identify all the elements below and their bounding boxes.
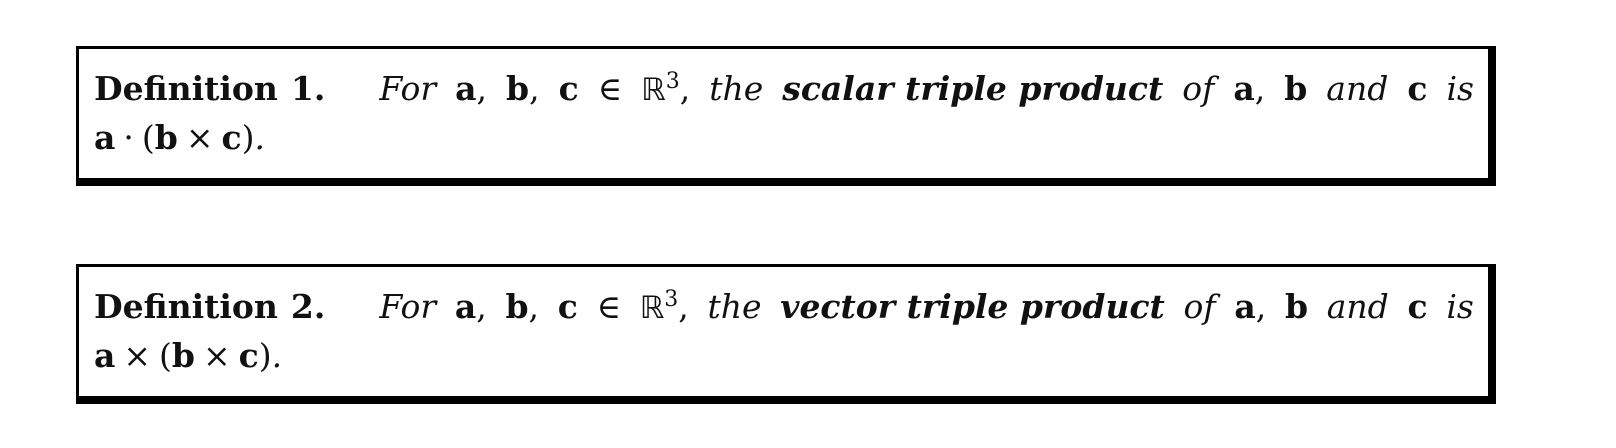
open-paren: ( xyxy=(141,118,155,157)
heading-label: Definition xyxy=(94,287,278,326)
defined-term: vector triple product xyxy=(780,287,1165,326)
formula-line xyxy=(94,332,1474,380)
word-the: the xyxy=(709,69,764,108)
definition-line-1 xyxy=(94,283,1474,332)
word-and: and xyxy=(1326,69,1389,108)
vector-list xyxy=(455,65,487,113)
word-of: of xyxy=(1183,287,1216,326)
vector-c: c xyxy=(1407,287,1428,326)
period: . xyxy=(254,118,265,157)
definition-heading xyxy=(94,283,325,331)
word-the: the xyxy=(707,287,762,326)
cross-operator: × xyxy=(185,118,214,157)
defined-term: scalar triple product xyxy=(782,69,1164,108)
vector-list xyxy=(506,65,540,113)
formula-line xyxy=(94,114,1474,162)
vector-b: b xyxy=(154,118,178,157)
open-paren: ( xyxy=(159,336,172,375)
reals-symbol: ℝ xyxy=(639,290,665,326)
vector-a: a xyxy=(94,336,116,375)
definition-line-1 xyxy=(94,65,1474,114)
word-of: of xyxy=(1182,69,1215,108)
vector-a: a xyxy=(94,118,116,157)
dot-operator: · xyxy=(123,118,134,157)
definition-statement xyxy=(379,65,1474,114)
reals-symbol: ℝ xyxy=(641,72,666,108)
vector-b: b xyxy=(1284,69,1308,108)
vector-list xyxy=(455,283,487,331)
vector-a: a xyxy=(455,69,477,108)
vector-list xyxy=(1234,283,1266,331)
comma: , xyxy=(476,287,487,326)
comma: , xyxy=(1254,69,1266,108)
vector-b: b xyxy=(506,69,530,108)
vector-a: a xyxy=(1234,287,1256,326)
comma: , xyxy=(529,69,540,108)
vector-c: c xyxy=(558,69,579,108)
cross-operator: × xyxy=(203,336,231,375)
vector-a: a xyxy=(1233,69,1255,108)
word-is: is xyxy=(1446,287,1474,326)
definition-box-1 xyxy=(76,46,1496,186)
vector-b: b xyxy=(171,336,195,375)
word-for: For xyxy=(379,287,437,326)
dimension-exponent: 3 xyxy=(664,287,679,312)
vector-c: c xyxy=(557,287,578,326)
element-of-symbol: ∈ xyxy=(597,69,623,108)
word-and: and xyxy=(1326,287,1389,326)
vector-b: b xyxy=(505,287,529,326)
cross-operator: × xyxy=(123,336,152,375)
comma: , xyxy=(476,69,488,108)
vector-c: c xyxy=(1407,69,1428,108)
vector-list xyxy=(1233,65,1265,113)
vector-c: c xyxy=(221,118,242,157)
definition-box-2 xyxy=(76,264,1496,404)
real-space xyxy=(640,283,689,332)
period: . xyxy=(271,336,283,375)
vector-b: b xyxy=(1284,287,1309,326)
definition-number: 2. xyxy=(290,287,326,326)
word-for: For xyxy=(379,69,437,108)
definition-heading xyxy=(94,65,325,113)
definition-number: 1. xyxy=(290,69,326,108)
close-paren: ) xyxy=(241,118,255,157)
comma: , xyxy=(528,287,540,326)
element-of-symbol: ∈ xyxy=(596,287,621,326)
real-space xyxy=(641,65,690,114)
dimension-exponent: 3 xyxy=(665,69,680,94)
comma: , xyxy=(1255,287,1267,326)
vector-a: a xyxy=(454,287,477,326)
heading-label: Definition xyxy=(94,69,278,108)
vector-list xyxy=(505,283,539,331)
definition-statement xyxy=(379,283,1474,332)
vector-c: c xyxy=(238,336,259,375)
comma: , xyxy=(678,287,689,326)
close-paren: ) xyxy=(258,336,272,375)
word-is: is xyxy=(1446,69,1474,108)
comma: , xyxy=(679,69,691,108)
